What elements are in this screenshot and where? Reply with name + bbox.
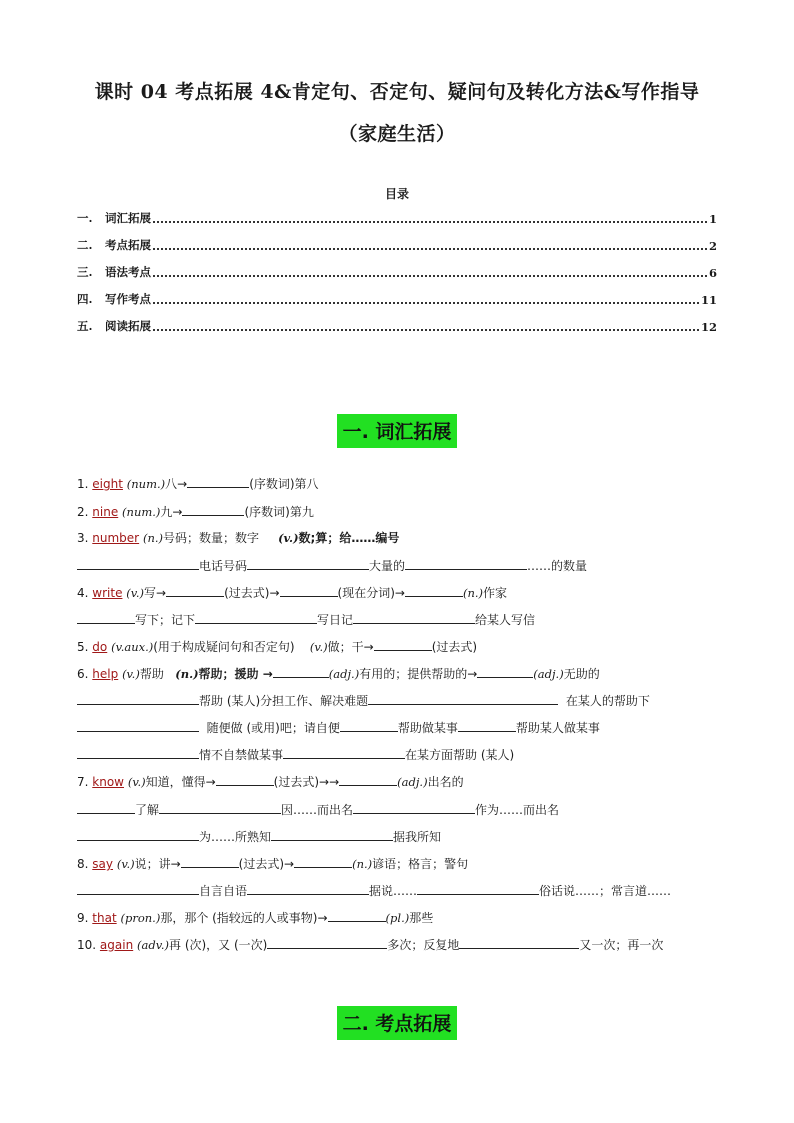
section-heading-label: 一. 词汇拓展 [337,414,458,448]
phrase-meaning: 作为……而出名 [475,803,560,817]
toc-num: 一. [77,211,93,225]
toc-entry[interactable] [77,264,717,280]
part-of-speech: (pl.) [385,911,410,925]
blank[interactable] [405,584,463,597]
section-heading-key-points [0,1006,794,1040]
definition: 数;算；给……编号 [298,531,400,545]
part-of-speech: (adj.) [397,775,428,789]
blank[interactable] [77,611,135,624]
vocab-entry [77,855,727,872]
definition: 再 (次)，又 (一次) [169,938,268,952]
headword: say [92,857,113,871]
vocab-entry-phrases [77,882,727,899]
toc-leader-dots [153,274,707,277]
definition: 那些 [409,911,434,925]
headword: number [92,531,140,545]
entry-number: 5. [77,640,89,654]
entry-number: 1. [77,477,89,491]
definition: (过去式) [431,640,478,654]
definition: (用于构成疑问句和否定句) [153,640,295,654]
definition: 号码；数量；数字 [163,531,260,545]
definition: 无助的 [563,667,600,681]
blank[interactable] [182,503,244,516]
definition: (现在分词)→ [337,586,405,600]
phrase-meaning: 写下；记下 [135,613,196,627]
blank[interactable] [477,665,533,678]
vocab-entry [77,584,727,601]
phrase-meaning: 据说…… [369,884,418,898]
definition: 写→ [144,586,167,600]
definition: 帮助 [139,667,164,681]
toc-page: 1 [708,212,717,226]
headword: nine [92,505,119,519]
part-of-speech: (adj.) [328,667,360,681]
headword: again [99,938,134,952]
definition: 九→ [160,505,183,519]
definition: (过去式)→→ [273,775,340,789]
part-of-speech: (num.) [122,505,161,519]
toc-label: 词汇拓展 [105,211,151,225]
part-of-speech: (n.) [175,667,199,681]
definition: 又一次；再一次 [579,938,664,952]
part-of-speech: (adv.) [137,938,169,952]
entry-number: 4. [77,586,89,600]
document-title-line1: 课时 04 考点拓展 4&肯定句、否定句、疑问句及转化方法&写作指导 [94,81,700,103]
blank[interactable] [216,773,274,786]
toc-label: 语法考点 [105,265,151,279]
blank[interactable] [77,801,135,814]
entry-number: 2. [77,505,89,519]
section-heading-vocabulary [0,414,794,448]
definition: 知道，懂得→ [145,775,216,789]
vocab-entry-phrases [77,719,727,736]
vocab-entry-phrases [77,692,727,709]
toc-leader-dots [153,328,699,331]
part-of-speech: (n.) [462,586,483,600]
part-of-speech: (v.) [116,857,135,871]
phrase-meaning: 帮助做某事 [397,721,458,735]
toc-entry[interactable] [77,318,717,334]
definition: (过去式)→ [238,857,295,871]
headword: know [92,775,124,789]
blank[interactable] [353,801,475,814]
definition: 八→ [165,477,188,491]
blank[interactable] [181,855,239,868]
entry-number: 3. [77,531,89,545]
blank[interactable] [280,584,338,597]
vocab-entry [77,665,727,682]
phrase-meaning: ……的数量 [527,559,588,573]
vocab-entry [77,503,727,520]
blank[interactable] [353,611,475,624]
blank[interactable] [77,719,199,732]
toc-label: 写作考点 [105,292,151,306]
part-of-speech: (v.) [127,775,146,789]
vocab-entry [77,530,727,546]
vocab-entry-phrases [77,746,727,763]
part-of-speech: (v.) [126,586,145,600]
phrase-meaning: 自言自语 [199,884,248,898]
vocab-entry-phrases [77,611,727,628]
blank[interactable] [267,936,387,949]
definition: 帮助；援助 → [198,667,273,681]
blank[interactable] [283,746,405,759]
part-of-speech: (pron.) [120,911,161,925]
toc-heading: 目录 [384,187,409,201]
headword: help [92,667,119,681]
vocab-entry-phrases [77,828,727,845]
blank[interactable] [458,719,516,732]
entry-number: 7. [77,775,89,789]
toc-num: 三. [77,265,93,279]
phrase-meaning: 帮助 (某人)分担工作、解决难题 [199,694,369,708]
blank[interactable] [339,773,397,786]
definition: 谚语；格言；警句 [372,857,469,871]
definition: (序数词)第八 [249,477,319,491]
entry-number: 9. [77,911,89,925]
toc-leader-dots [153,220,707,223]
toc-label: 阅读拓展 [105,319,151,333]
vocab-entry [77,773,727,790]
phrase-meaning: 了解 [135,803,160,817]
toc-entry[interactable] [77,291,717,307]
definition: 作家 [483,586,508,600]
section-heading-label: 二. 考点拓展 [337,1006,458,1040]
toc-num: 二. [77,238,93,252]
phrase-meaning: 情不自禁做某事 [199,748,284,762]
blank[interactable] [340,719,398,732]
toc-leader-dots [153,247,707,250]
vocab-entry-phrases [77,801,727,818]
toc-leader-dots [153,301,699,304]
headword: write [92,586,123,600]
toc-page: 6 [708,266,717,280]
definition: 说；讲→ [134,857,181,871]
toc-page: 12 [700,320,717,334]
entry-number: 10. [77,938,97,952]
blank[interactable] [159,801,281,814]
part-of-speech: (num.) [126,477,166,491]
phrase-meaning: 在某方面帮助 (某人) [405,748,515,762]
part-of-speech: (v.) [309,640,328,654]
blank[interactable] [294,855,352,868]
blank[interactable] [459,936,579,949]
toc-entry[interactable] [77,210,717,226]
definition: 做；干→ [327,640,374,654]
blank[interactable] [187,475,249,488]
phrase-meaning: 大量的 [369,559,406,573]
vocab-entry [77,638,727,655]
blank[interactable] [77,746,199,759]
part-of-speech: (v.) [278,531,299,545]
entry-number: 8. [77,857,89,871]
part-of-speech: (v.) [122,667,140,681]
definition: 有用的；提供帮助的→ [359,667,478,681]
blank[interactable] [417,882,539,895]
definition: (序数词)第九 [244,505,314,519]
blank[interactable] [166,584,224,597]
blank[interactable] [195,611,317,624]
blank[interactable] [77,692,199,705]
phrase-meaning: 在某人的帮助下 [565,694,650,708]
blank[interactable] [405,557,527,570]
blank[interactable] [247,557,369,570]
toc-label: 考点拓展 [105,238,151,252]
definition: 多次；反复地 [387,938,460,952]
toc-page: 11 [700,293,717,307]
phrase-meaning: 为……所熟知 [199,830,272,844]
toc-page: 2 [708,239,717,253]
headword: that [92,911,117,925]
headword: do [92,640,108,654]
phrase-meaning: 据我所知 [393,830,442,844]
blank[interactable] [77,882,199,895]
blank[interactable] [368,692,558,705]
blank[interactable] [247,882,369,895]
part-of-speech: (n.) [352,857,373,871]
toc-num: 四. [77,292,93,306]
headword: eight [92,477,123,491]
phrase-meaning: 俗话说……；常言道…… [539,884,672,898]
blank[interactable] [77,557,199,570]
definition: 那，那个 (指较远的人或事物)→ [160,911,328,925]
blank[interactable] [271,828,393,841]
vocab-entry-phrases [77,557,727,574]
blank[interactable] [374,638,432,651]
vocab-entry [77,909,727,926]
vocab-entry [77,475,727,492]
phrase-meaning: 电话号码 [199,559,248,573]
part-of-speech: (adj.) [533,667,564,681]
phrase-meaning: 写日记 [317,613,354,627]
toc-entry[interactable] [77,237,717,253]
phrase-meaning: 因……而出名 [281,803,354,817]
toc-num: 五. [77,319,93,333]
phrase-meaning: 帮助某人做某事 [515,721,600,735]
entry-number: 6. [77,667,89,681]
definition: (过去式)→ [224,586,280,600]
blank[interactable] [273,665,329,678]
document-title-line2: （家庭生活） [338,123,456,145]
part-of-speech: (n.) [142,531,163,545]
part-of-speech: (v.aux.) [111,640,154,654]
definition: 出名的 [427,775,464,789]
phrase-meaning: 给某人写信 [475,613,536,627]
vocab-entry [77,936,727,953]
blank[interactable] [328,909,386,922]
blank[interactable] [77,828,199,841]
phrase-meaning: 随便做 (或用)吧；请自便 [206,721,340,735]
